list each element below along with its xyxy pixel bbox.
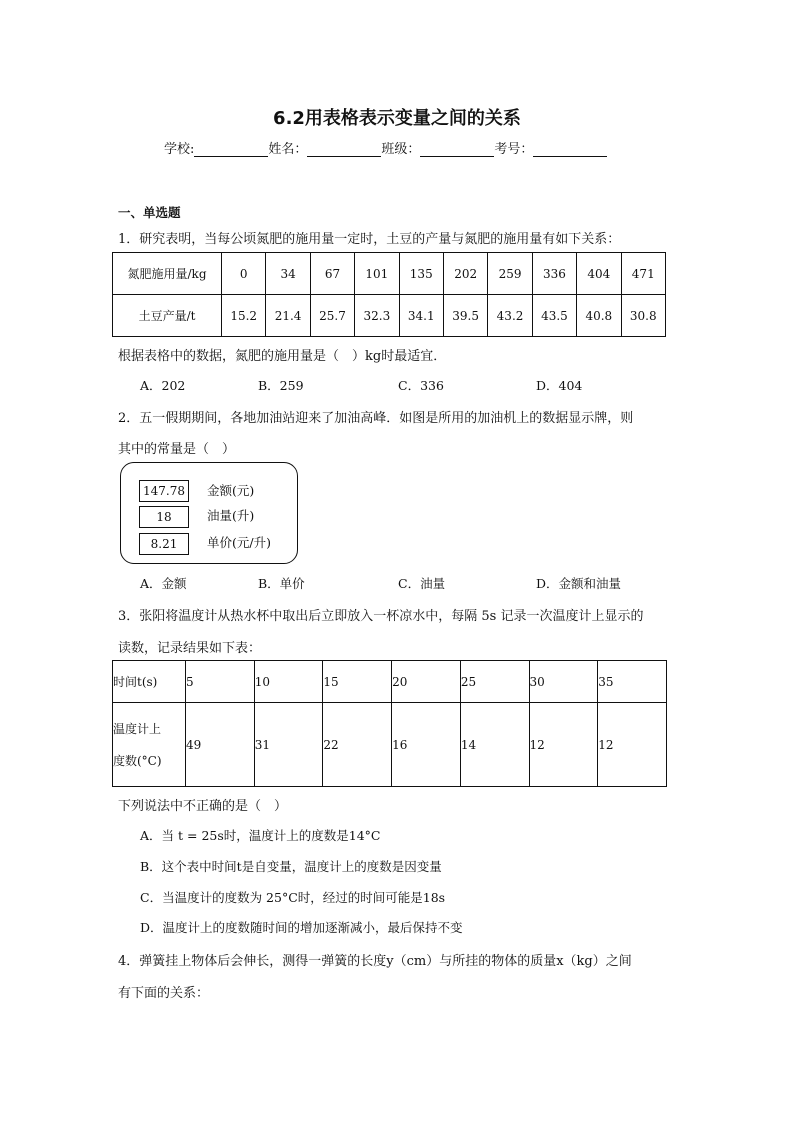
- q4-stem-line1: 4．弹簧挂上物体后会伸长，测得一弹簧的长度y（cm）与所挂的物体的质量x（kg）之间: [118, 954, 632, 969]
- q1-cell: 0: [222, 253, 266, 295]
- q1-cell: 336: [532, 253, 576, 295]
- q3-cell: 49: [186, 703, 255, 787]
- q1-option-c[interactable]: C．336: [398, 378, 444, 393]
- q3-row1-header: 时间t(s): [113, 661, 186, 703]
- q2-option-b[interactable]: B．单价: [258, 576, 305, 591]
- q1-cell: 202: [443, 253, 487, 295]
- q1-cell: 67: [310, 253, 354, 295]
- q3-cell: 5: [186, 661, 255, 703]
- q3-cell: 12: [598, 703, 667, 787]
- q3-cell: 31: [254, 703, 323, 787]
- q1-table: [112, 252, 666, 337]
- amount-label: 金额(元): [207, 483, 255, 498]
- q3-option-a[interactable]: A．当 t = 25s时，温度计上的度数是14°C: [140, 828, 381, 843]
- q3-cell: 14: [460, 703, 529, 787]
- q2-option-c[interactable]: C．油量: [398, 576, 446, 591]
- q3-cell: 10: [254, 661, 323, 703]
- q3-row-temperature: [113, 703, 667, 787]
- volume-label: 油量(升): [207, 508, 255, 523]
- q3-cell: 30: [529, 661, 598, 703]
- q1-cell: 40.8: [577, 295, 621, 337]
- q3-row-time: [113, 661, 667, 703]
- school-label: 学校:: [164, 142, 195, 157]
- q3-stem-line1: 3．张阳将温度计从热水杯中取出后立即放入一杯凉水中，每隔 5s 记录一次温度计上显示的: [118, 609, 644, 624]
- q2-option-a[interactable]: A．金额: [140, 576, 187, 591]
- q1-option-a[interactable]: A．202: [140, 378, 186, 393]
- unit-price-label: 单价(元/升): [207, 535, 271, 550]
- q1-cell: 39.5: [443, 295, 487, 337]
- q3-cell: 25: [460, 661, 529, 703]
- q1-cell: 404: [577, 253, 621, 295]
- q3-cell: 35: [598, 661, 667, 703]
- q3-cell: 12: [529, 703, 598, 787]
- q2-option-d[interactable]: D．金额和油量: [536, 576, 622, 591]
- name-label: 姓名：: [268, 142, 308, 157]
- section-heading: 一、单选题: [118, 205, 181, 220]
- q3-cell: 16: [392, 703, 461, 787]
- q2-stem-line2: 其中的常量是（ ）: [118, 442, 236, 457]
- q1-cell: 43.5: [532, 295, 576, 337]
- q3-row2-header: [113, 703, 186, 787]
- q3-cell: 20: [392, 661, 461, 703]
- q1-cell: 34.1: [399, 295, 443, 337]
- student-info-line: [164, 138, 607, 157]
- class-blank[interactable]: [420, 142, 494, 157]
- page-title: 6.2用表格表示变量之间的关系: [273, 108, 521, 129]
- q1-cell: 21.4: [266, 295, 310, 337]
- q3-cell: 15: [323, 661, 392, 703]
- unit-price-value: 8.21: [139, 533, 189, 555]
- q1-row-nitrogen: [113, 253, 666, 295]
- q1-row-potato: [113, 295, 666, 337]
- q1-cell: 259: [488, 253, 532, 295]
- fuel-pump-display: [120, 462, 298, 564]
- school-blank[interactable]: [194, 142, 268, 157]
- q1-option-d[interactable]: D．404: [536, 378, 583, 393]
- q3-stem-line2: 读数，记录结果如下表：: [118, 641, 262, 656]
- amount-value: 147.78: [139, 480, 189, 502]
- q3-option-b[interactable]: B．这个表中时间t是自变量，温度计上的度数是因变量: [140, 859, 442, 874]
- q1-row2-header: 土豆产量/t: [113, 295, 222, 337]
- q1-cell: 15.2: [222, 295, 266, 337]
- q3-option-c[interactable]: C．当温度计的度数为 25°C时，经过的时间可能是18s: [140, 890, 446, 905]
- class-label: 班级：: [381, 142, 421, 157]
- q1-cell: 30.8: [621, 295, 665, 337]
- q3-row2-header-line1: 温度计上: [113, 721, 162, 736]
- volume-value: 18: [139, 506, 189, 528]
- q3-cell: 22: [323, 703, 392, 787]
- q3-option-d[interactable]: D．温度计上的度数随时间的增加逐渐减小，最后保持不变: [140, 920, 463, 935]
- q3-table: [112, 660, 667, 787]
- q1-cell: 34: [266, 253, 310, 295]
- q1-stem: 1．研究表明，当每公顷氮肥的施用量一定时，土豆的产量与氮肥的施用量有如下关系：: [118, 232, 621, 247]
- q1-cell: 101: [355, 253, 399, 295]
- q1-cell: 135: [399, 253, 443, 295]
- q1-cell: 25.7: [310, 295, 354, 337]
- q1-cell: 471: [621, 253, 665, 295]
- q1-row1-header: 氮肥施用量/kg: [113, 253, 222, 295]
- name-blank[interactable]: [307, 142, 381, 157]
- exam-no-blank[interactable]: [533, 142, 607, 157]
- exam-no-label: 考号：: [494, 142, 534, 157]
- q2-stem-line1: 2．五一假期期间，各地加油站迎来了加油高峰．如图是所用的加油机上的数据显示牌，则: [118, 411, 634, 426]
- q1-cell: 32.3: [355, 295, 399, 337]
- q3-question: 下列说法中不正确的是（ ）: [118, 799, 288, 814]
- q3-row2-header-line2: 度数(°C): [113, 753, 162, 768]
- q1-cell: 43.2: [488, 295, 532, 337]
- q4-stem-line2: 有下面的关系：: [118, 986, 210, 1001]
- q1-question: 根据表格中的数据，氮肥的施用量是（ ）kg时最适宜．: [118, 349, 447, 364]
- q1-option-b[interactable]: B．259: [258, 378, 304, 393]
